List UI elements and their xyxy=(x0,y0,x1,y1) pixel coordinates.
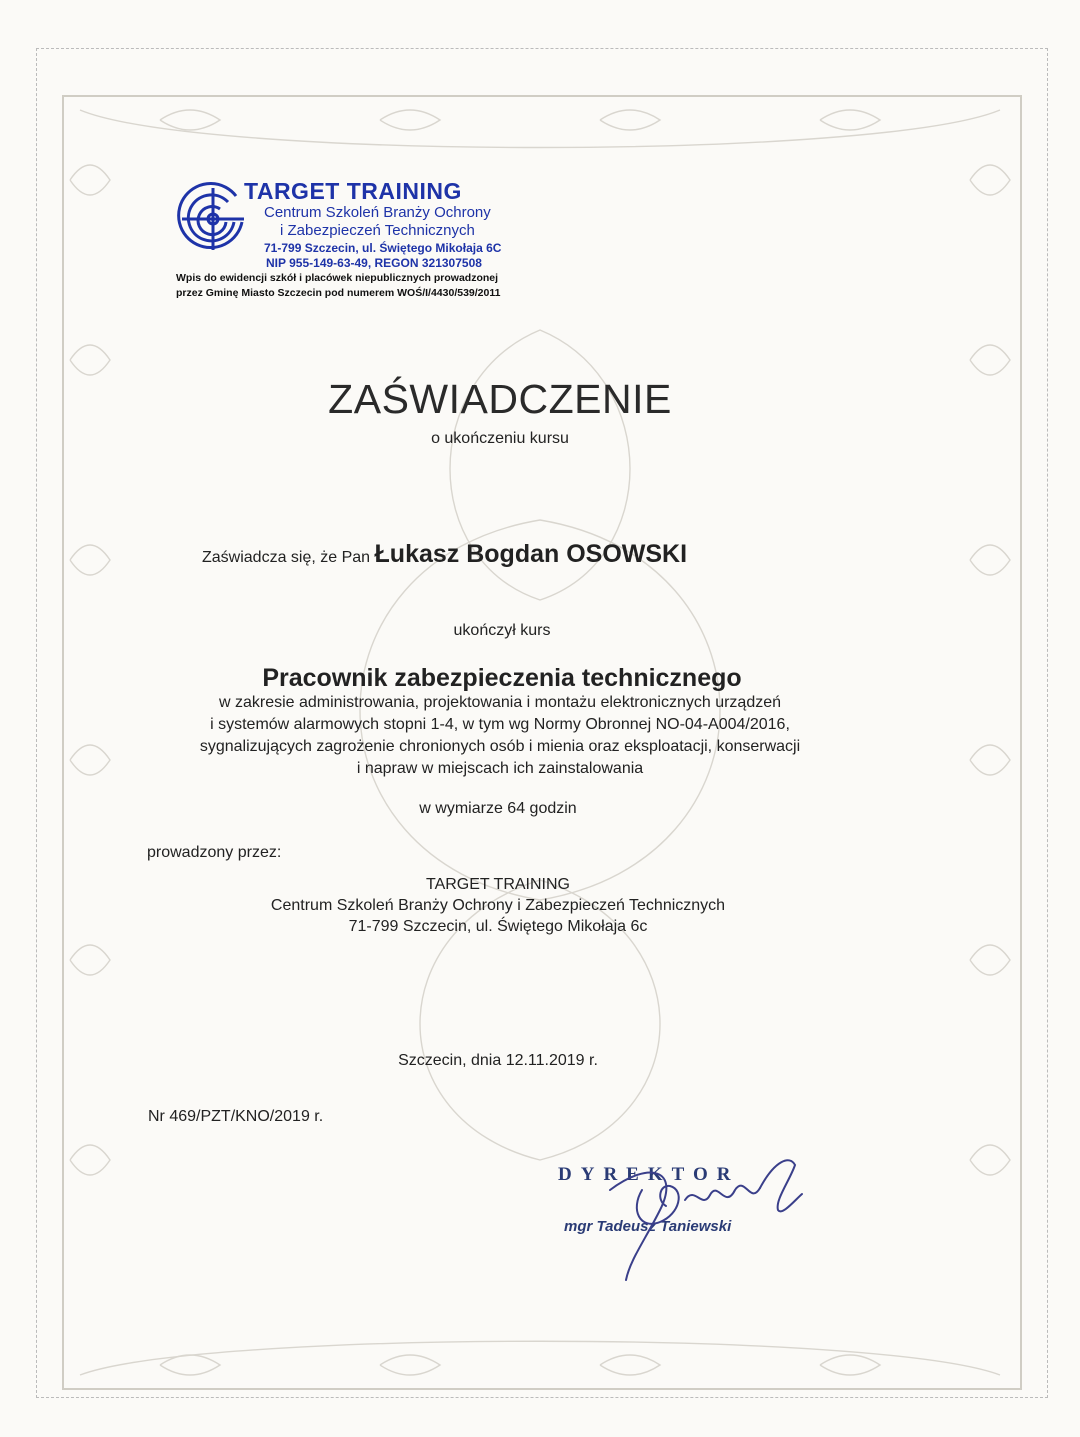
course-hours: w wymiarze 64 godzin xyxy=(419,800,577,817)
course-description-line: i systemów alarmowych stopni 1-4, w tym wg Normy Obronnej NO-04-A004/2016, xyxy=(210,716,790,733)
stamp-line-1: Centrum Szkoleń Branży Ochrony xyxy=(264,204,491,221)
organizer-line: Centrum Szkoleń Branży Ochrony i Zabezpieczeń Technicznych xyxy=(270,897,726,914)
place-and-date: Szczecin, dnia 12.11.2019 r. xyxy=(398,1052,598,1069)
course-description-line: w zakresie administrowania, projektowania i montażu elektronicznych urządzeń xyxy=(218,694,782,711)
completed-label: ukończył kurs xyxy=(453,622,551,639)
stamp-tax-ids: NIP 955-149-63-49, REGON 321307508 xyxy=(266,256,482,270)
document-heading: ZAŚWIADCZENIE xyxy=(328,376,672,422)
school-stamp xyxy=(170,178,540,308)
conducted-by-label: prowadzony przez: xyxy=(147,844,282,861)
stamp-line-2: i Zabezpieczeń Technicznych xyxy=(280,222,475,239)
stamp-registry-line-1: Wpis do ewidencji szkół i placówek niepublicznych prowadzonej xyxy=(176,272,499,284)
certificate-number: Nr 469/PZT/KNO/2019 r. xyxy=(148,1108,324,1125)
signature-image xyxy=(590,1150,820,1285)
target-logo-icon xyxy=(176,182,250,256)
course-description-line: sygnalizujących zagrożenie chronionych osób i mienia oraz eksploatacji, konserwacji xyxy=(199,738,801,755)
document-subheading: o ukończeniu kursu xyxy=(431,430,569,447)
director-title: DYREKTOR xyxy=(558,1164,740,1185)
organizer-line: TARGET TRAINING xyxy=(425,876,570,893)
certification-line xyxy=(202,540,687,569)
certify-prefix: Zaświadcza się, że Pan xyxy=(202,549,371,566)
course-description-line: i napraw w miejscach ich zainstalowania xyxy=(356,760,644,777)
person-name: Łukasz Bogdan OSOWSKI xyxy=(374,540,688,568)
stamp-address: 71-799 Szczecin, ul. Świętego Mikołaja 6C xyxy=(264,241,502,255)
stamp-school-name: TARGET TRAINING xyxy=(244,178,462,204)
director-name: mgr Tadeusz Taniewski xyxy=(564,1218,732,1235)
organizer-line: 71-799 Szczecin, ul. Świętego Mikołaja 6c xyxy=(348,918,648,935)
course-title: Pracownik zabezpieczenia technicznego xyxy=(262,664,742,692)
stamp-registry-line-2: przez Gminę Miasto Szczecin pod numerem WOŚ/I/4430/539/2011 xyxy=(176,287,501,299)
